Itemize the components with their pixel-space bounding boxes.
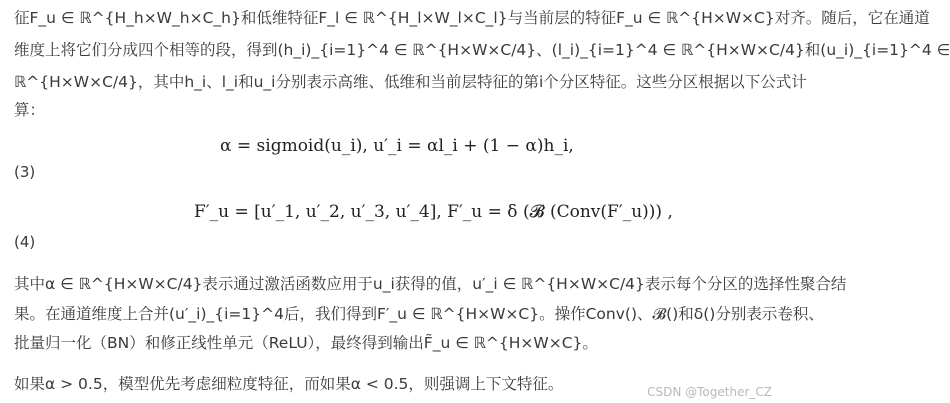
paragraph-2-line-3: 批量归一化（BN）和修正线性单元（ReLU），最终得到输出F̃_u ∈ ℝ^{H×W×C}。: [14, 334, 598, 352]
paragraph-2-line-2: 果。在通道维度上合并(u′_i)_{i=1}^4后，我们得到F′_u ∈ ℝ^{H×W×C}。操作Conv()、𝓑()和δ()分别表示卷积、: [14, 305, 824, 323]
paragraph-3-line-1: 如果α > 0.5，模型优先考虑细粒度特征，而如果α < 0.5，则强调上下文特征。: [14, 375, 564, 393]
equation-4-formula: F′_u = [u′_1, u′_2, u′_3, u′_4], F′_u = δ (𝓑 (Conv(F′_u))) ,: [194, 202, 673, 222]
equation-3-formula: α = sigmoid(u_i), u′_i = αl_i + (1 − α)h_i,: [220, 136, 574, 156]
paragraph-1-line-3: ℝ^{H×W×C/4}，其中h_i、l_i和u_i分别表示高维、低维和当前层特征的第i个分区特征。这些分区根据以下公式计: [14, 73, 807, 91]
csdn-watermark: CSDN @Together_CZ: [647, 385, 772, 399]
equation-4-number: (4): [14, 233, 36, 251]
paragraph-2-line-1: 其中α ∈ ℝ^{H×W×C/4}表示通过激活函数应用于u_i获得的值，u′_i ∈ ℝ^{H×W×C/4}表示每个分区的选择性聚合结: [14, 275, 847, 293]
equation-3-number: (3): [14, 163, 36, 181]
paragraph-1-line-1: 征F_u ∈ ℝ^{H_h×W_h×C_h}和低维特征F_l ∈ ℝ^{H_l×W_l×C_l}与当前层的特征F_u ∈ ℝ^{H×W×C}对齐。随后，它在通道: [14, 9, 930, 27]
paragraph-1-line-2: 维度上将它们分成四个相等的段，得到(h_i)_{i=1}^4 ∈ ℝ^{H×W×C/4}、(l_i)_{i=1}^4 ∈ ℝ^{H×W×C/4}和(u_i)_{i=1}^4 ∈: [14, 41, 950, 59]
paragraph-1-line-4: 算：: [14, 101, 46, 119]
